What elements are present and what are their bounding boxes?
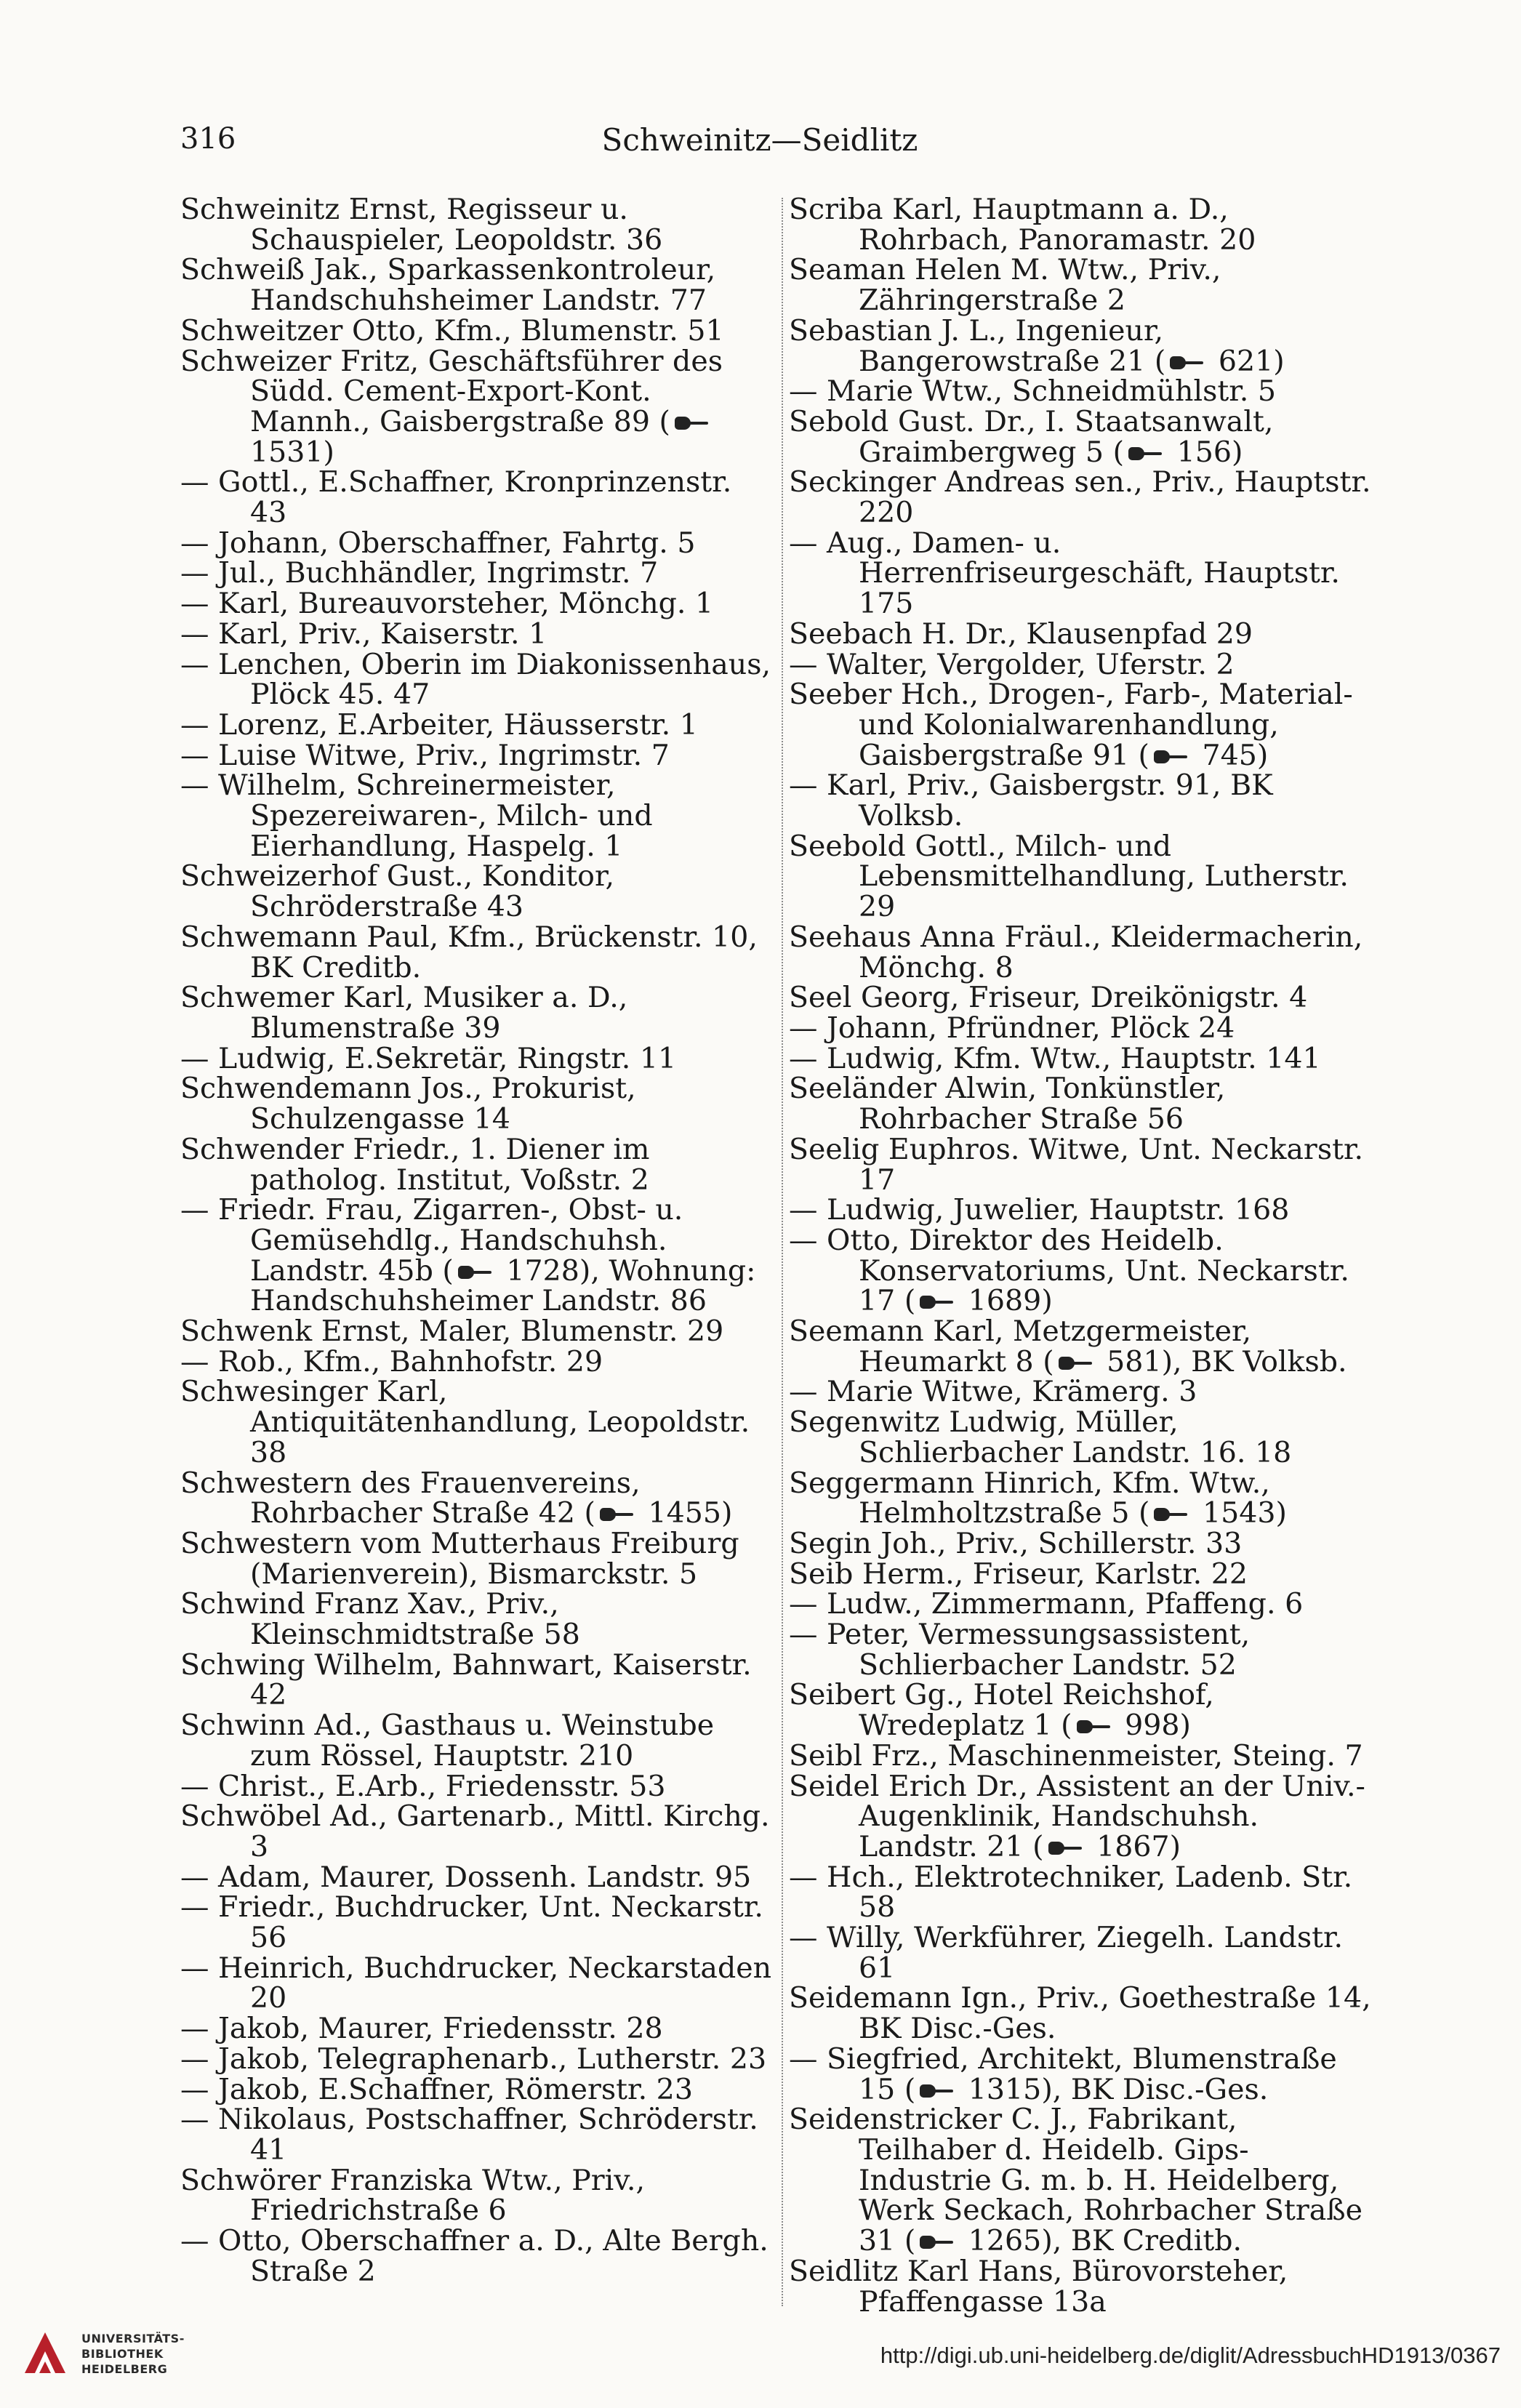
directory-entry: Sebold Gust. Dr., I. Staatsanwalt, Graimbergweg 5 ( 156) <box>789 404 1274 469</box>
directory-entry: Seibert Gg., Hotel Reichshof, Wredeplatz 1 ( 998) <box>789 1678 1214 1743</box>
directory-entry: — Karl, Priv., Gaisbergstr. 91, BK Volksb. <box>789 768 1273 833</box>
library-logo <box>22 2327 240 2385</box>
directory-entry: Schwenk Ernst, Maler, Blumenstr. 29 <box>180 1315 724 1349</box>
directory-entry: Schwendemann Jos., Prokurist, Schulzengasse 14 <box>180 1072 636 1136</box>
telephone-icon <box>1170 355 1205 372</box>
directory-entry: — Willy, Werkführer, Ziegelh. Landstr. 61 <box>789 1921 1344 1985</box>
directory-entry: — Lenchen, Oberin im Diakonissenhaus, Plöck 45. 47 <box>180 647 771 712</box>
library-name-line: UNIVERSITÄTS- <box>81 2332 185 2345</box>
telephone-icon <box>920 2234 955 2252</box>
telephone-icon <box>675 415 710 433</box>
directory-entry: Schwöbel Ad., Gartenarb., Mittl. Kirchg. 3 <box>180 1799 770 1863</box>
directory-entry: Schweinitz Ernst, Regisseur u. Schauspieler, Leopoldstr. 36 <box>180 193 663 257</box>
directory-entry: — Marie Wtw., Schneidmühlstr. 5 <box>789 374 1277 409</box>
directory-entry: Seidemann Ign., Priv., Goethestraße 14, BK Disc.-Ges. <box>789 1981 1371 2046</box>
library-name <box>81 2331 185 2377</box>
directory-entry: Seidel Erich Dr., Assistent an der Univ.-Augenklinik, Handschuhsh. Landstr. 21 ( 1867) <box>789 1769 1365 1863</box>
page-header <box>180 122 1339 173</box>
directory-entry: Seib Herm., Friseur, Karlstr. 22 <box>789 1557 1248 1591</box>
directory-entry: Seckinger Andreas sen., Priv., Hauptstr. 220 <box>789 465 1371 530</box>
directory-entry: Schweizer Fritz, Geschäftsführer des Südd. Cement-Export-Kont. Mannh., Gaisbergstraße 89 ( 1531) <box>180 344 723 469</box>
directory-entry: — Siegfried, Architekt, Blumenstraße 15 ( 1315), BK Disc.-Ges. <box>789 2042 1337 2106</box>
directory-entry: — Otto, Oberschaffner a. D., Alte Bergh. Straße 2 <box>180 2224 768 2288</box>
directory-entry: — Karl, Bureauvorsteher, Mönchg. 1 <box>180 587 714 621</box>
directory-entry: Schwörer Franziska Wtw., Priv., Friedrichstraße 6 <box>180 2163 646 2228</box>
telephone-icon <box>1059 1355 1093 1373</box>
directory-entry: — Ludwig, Kfm. Wtw., Hauptstr. 141 <box>789 1041 1321 1075</box>
directory-entry: — Jul., Buchhändler, Ingrimstr. 7 <box>180 556 659 590</box>
running-title: Schweinitz—Seidlitz <box>601 122 918 158</box>
column-divider <box>782 198 783 2306</box>
directory-entry: — Luise Witwe, Priv., Ingrimstr. 7 <box>180 738 670 772</box>
telephone-icon <box>458 1264 493 1282</box>
telephone-icon <box>600 1506 635 1524</box>
directory-entry: — Jakob, Maurer, Friedensstr. 28 <box>180 2012 663 2046</box>
directory-entry: Schwender Friedr., 1. Diener im patholog. Institut, Voßstr. 2 <box>180 1132 650 1197</box>
directory-entry: Schwind Franz Xav., Priv., Kleinschmidtstraße 58 <box>180 1587 580 1652</box>
directory-entry: — Jakob, Telegraphenarb., Lutherstr. 23 <box>180 2042 767 2076</box>
directory-entry: — Christ., E.Arb., Friedensstr. 53 <box>180 1769 666 1803</box>
directory-entry: Seidlitz Karl Hans, Bürovorsteher, Pfaffengasse 13a <box>789 2254 1288 2319</box>
directory-entry: — Ludwig, E.Sekretär, Ringstr. 11 <box>180 1041 677 1075</box>
directory-entry: Seel Georg, Friseur, Dreikönigstr. 4 <box>789 981 1308 1015</box>
directory-entry: Seggermann Hinrich, Kfm. Wtw., Helmholtzstraße 5 ( 1543) <box>789 1466 1287 1530</box>
library-name-line: BIBLIOTHEK <box>81 2347 164 2361</box>
directory-entry: — Hch., Elektrotechniker, Ladenb. Str. 58 <box>789 1860 1353 1925</box>
directory-entry: — Adam, Maurer, Dossenh. Landstr. 95 <box>180 1860 752 1894</box>
directory-entry: Schwemann Paul, Kfm., Brückenstr. 10, BK Creditb. <box>180 920 758 984</box>
telephone-icon <box>1154 749 1189 766</box>
directory-entry: Seehaus Anna Fräul., Kleidermacherin, Mönchg. 8 <box>789 920 1363 984</box>
directory-entry: — Friedr. Frau, Zigarren-, Obst- u. Gemüsehdlg., Handschuhsh. Landstr. 45b ( 1728), Wohnung: Handschuhsheimer Landstr. 86 <box>180 1193 756 1318</box>
telephone-icon <box>920 2083 955 2100</box>
directory-entry: Seeber Hch., Drogen-, Farb-, Material- und Kolonialwarenhandlung, Gaisbergstraße 91 ( 745) <box>789 678 1353 772</box>
directory-entry: — Johann, Pfründner, Plöck 24 <box>789 1011 1235 1045</box>
directory-entry: Schwemer Karl, Musiker a. D., Blumenstraße 39 <box>180 981 628 1045</box>
directory-entry: Sebastian J. L., Ingenieur, Bangerowstraße 21 ( 621) <box>789 313 1285 378</box>
directory-entry: Segin Joh., Priv., Schillerstr. 33 <box>789 1526 1243 1560</box>
telephone-icon <box>1128 446 1163 463</box>
directory-entry: — Peter, Vermessungsassistent, Schlierbacher Landstr. 52 <box>789 1618 1251 1682</box>
telephone-icon <box>1154 1506 1189 1524</box>
directory-entry: Scriba Karl, Hauptmann a. D., Rohrbach, Panoramastr. 20 <box>789 193 1256 257</box>
directory-entry: Segenwitz Ludwig, Müller, Schlierbacher Landstr. 16. 18 <box>789 1405 1292 1469</box>
directory-entry: Seebach H. Dr., Klausenpfad 29 <box>789 617 1253 651</box>
directory-entry: Seeländer Alwin, Tonkünstler, Rohrbacher Straße 56 <box>789 1072 1226 1136</box>
directory-entry: Schweizerhof Gust., Konditor, Schröderstraße 43 <box>180 859 615 924</box>
directory-entry: Schweiß Jak., Sparkassenkontroleur, Handschuhsheimer Landstr. 77 <box>180 253 716 318</box>
directory-entry: — Jakob, E.Schaffner, Römerstr. 23 <box>180 2072 693 2106</box>
directory-entry: Schwing Wilhelm, Bahnwart, Kaiserstr. 42 <box>180 1648 752 1712</box>
directory-entry: Seelig Euphros. Witwe, Unt. Neckarstr. 17 <box>789 1132 1364 1197</box>
telephone-icon <box>1048 1840 1083 1858</box>
library-name-line: HEIDELBERG <box>81 2362 168 2376</box>
directory-entry: — Ludw., Zimmermann, Pfaffeng. 6 <box>789 1587 1304 1621</box>
directory-entry: — Johann, Oberschaffner, Fahrtg. 5 <box>180 526 696 560</box>
library-emblem-icon <box>22 2329 68 2376</box>
directory-entry: — Marie Witwe, Krämerg. 3 <box>789 1375 1197 1409</box>
directory-entry: Schweitzer Otto, Kfm., Blumenstr. 51 <box>180 313 724 348</box>
directory-entry: — Otto, Direktor des Heidelb. Konservatoriums, Unt. Neckarstr. 17 ( 1689) <box>789 1223 1349 1318</box>
telephone-icon <box>920 1294 955 1312</box>
directory-entry: — Wilhelm, Schreinermeister, Spezereiwaren-, Milch- und Eierhandlung, Haspelg. 1 <box>180 768 653 863</box>
directory-entry: Seebold Gottl., Milch- und Lebensmittelhandlung, Lutherstr. 29 <box>789 829 1349 924</box>
left-column <box>180 195 773 2287</box>
directory-entry: Seibl Frz., Maschinenmeister, Steing. 7 <box>789 1738 1363 1773</box>
directory-entry: Seemann Karl, Metzgermeister, Heumarkt 8 ( 581), BK Volksb. <box>789 1315 1347 1378</box>
directory-entry: — Gottl., E.Schaffner, Kronprinzenstr. 43 <box>180 465 732 530</box>
directory-entry: — Walter, Vergolder, Uferstr. 2 <box>789 647 1235 681</box>
directory-entry: Schwinn Ad., Gasthaus u. Weinstube zum Rössel, Hauptstr. 210 <box>180 1709 715 1773</box>
directory-entry: Schwesinger Karl, Antiquitätenhandlung, Leopoldstr. 38 <box>180 1375 750 1469</box>
directory-entry: Schwestern vom Mutterhaus Freiburg (Marienverein), Bismarckstr. 5 <box>180 1526 739 1591</box>
directory-entry: — Heinrich, Buchdrucker, Neckarstaden 20 <box>180 1951 772 2015</box>
directory-entry: — Rob., Kfm., Bahnhofstr. 29 <box>180 1344 603 1378</box>
directory-entry: — Friedr., Buchdrucker, Unt. Neckarstr. 56 <box>180 1890 763 1955</box>
right-column <box>789 195 1381 2317</box>
directory-entry: — Ludwig, Juwelier, Hauptstr. 168 <box>789 1193 1290 1227</box>
directory-entry: — Nikolaus, Postschaffner, Schröderstr. 41 <box>180 2103 758 2167</box>
telephone-icon <box>1077 1719 1112 1736</box>
directory-entry: Schwestern des Frauenvereins, Rohrbacher Straße 42 ( 1455) <box>180 1466 733 1530</box>
directory-entry: Seidenstricker C. J., Fabrikant, Teilhaber d. Heidelb. Gips-Industrie G. m. b. H. Heidelberg, Werk Seckach, Rohrbacher Straße 31 ( 1265), BK Creditb. <box>789 2103 1363 2258</box>
directory-entry: Seaman Helen M. Wtw., Priv., Zähringerstraße 2 <box>789 253 1221 318</box>
directory-entry: — Aug., Damen- u. Herrenfriseurgeschäft, Hauptstr. 175 <box>789 526 1340 621</box>
directory-entry: — Lorenz, E.Arbeiter, Häusserstr. 1 <box>180 707 698 742</box>
directory-entry: — Karl, Priv., Kaiserstr. 1 <box>180 617 547 651</box>
source-url[interactable]: http://digi.ub.uni-heidelberg.de/diglit/AdressbuchHD1913/0367 <box>880 2343 1501 2368</box>
page-number: 316 <box>180 122 236 156</box>
